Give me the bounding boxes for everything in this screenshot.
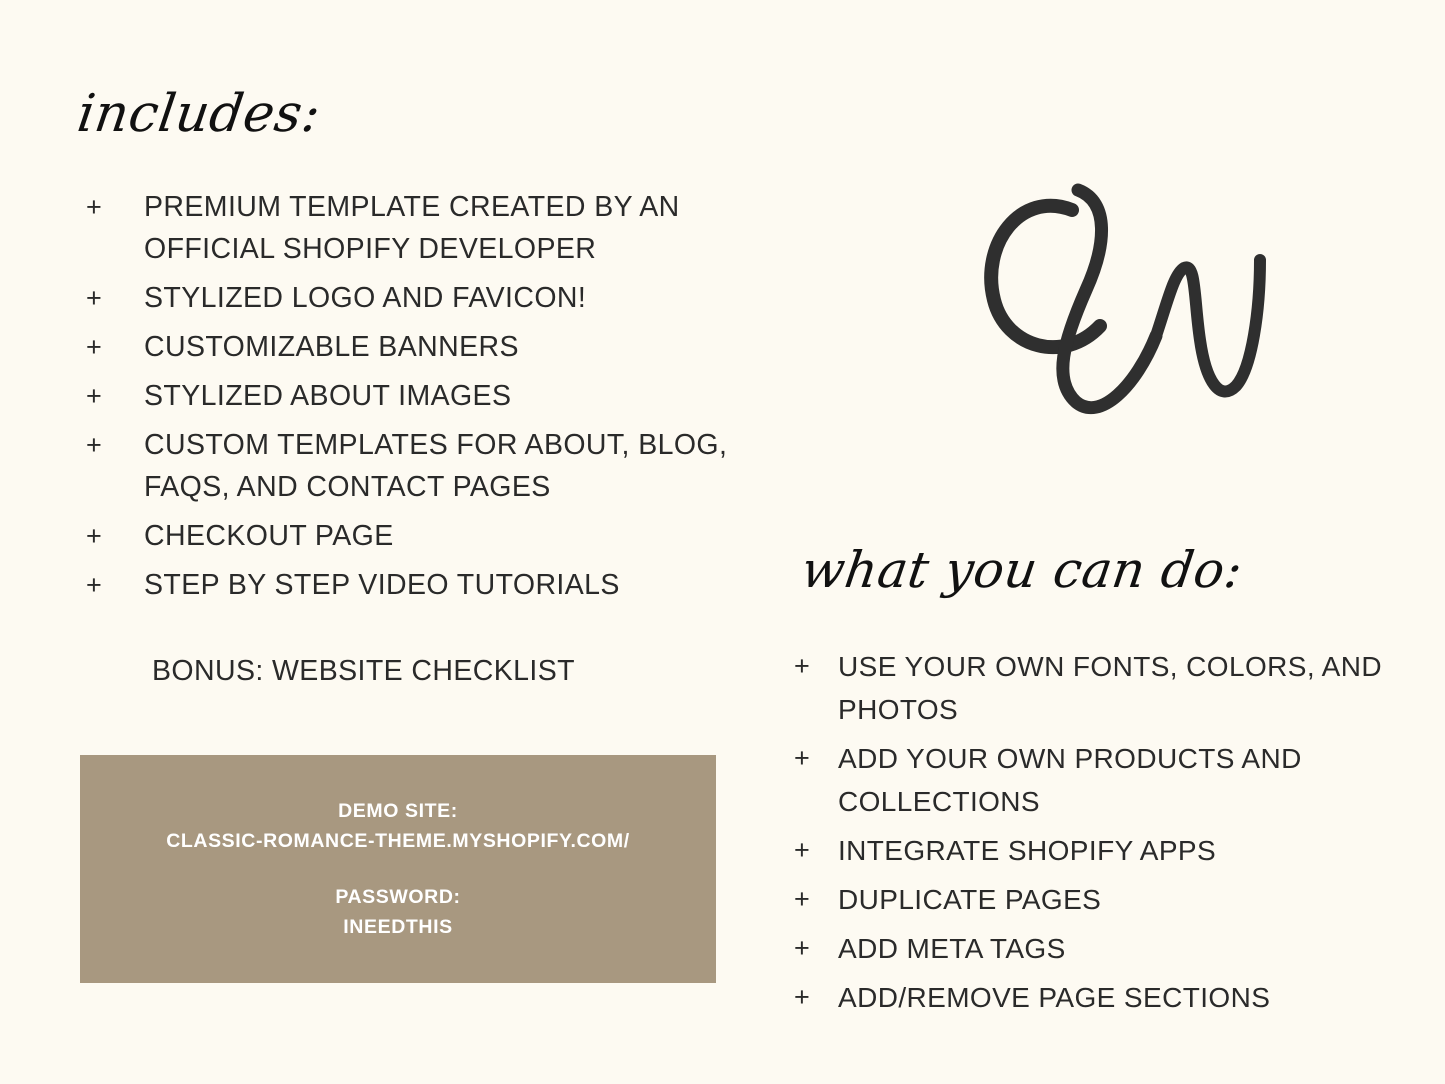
list-item [78,424,768,508]
plus-icon: + [794,835,810,865]
includes-heading: includes: [73,84,325,144]
plus-icon: + [794,933,810,963]
plus-icon: + [86,430,102,460]
what-you-can-do-heading: what you can do: [797,541,1247,599]
includes-list [78,186,768,606]
list-item-label: ADD/REMOVE PAGE SECTIONS [838,982,1271,1013]
list-item-label: INTEGRATE SHOPIFY APPS [838,835,1217,866]
list-item [78,277,768,319]
list-item-label: ADD YOUR OWN PRODUCTS AND COLLECTIONS [838,743,1302,817]
plus-icon: + [86,521,102,551]
plus-icon: + [794,743,810,773]
list-item-label: STYLIZED LOGO AND FAVICON! [144,282,587,314]
list-item [78,375,768,417]
list-item-label: ADD META TAGS [838,933,1066,964]
plus-icon: + [794,982,810,1012]
list-item-label: CUSTOM TEMPLATES FOR ABOUT, BLOG, FAQS, AND CONTACT PAGES [144,429,728,503]
list-item-label: CHECKOUT PAGE [144,520,394,552]
password-label: PASSWORD: [335,886,461,908]
list-item [790,737,1410,823]
plus-icon: + [86,283,102,313]
list-item [78,186,768,270]
what-you-can-do-section [790,541,1410,1025]
plus-icon: + [86,570,102,600]
list-item-label: DUPLICATE PAGES [838,884,1102,915]
plus-icon: + [86,192,102,222]
includes-section [73,84,768,692]
plus-icon: + [86,381,102,411]
list-item [790,927,1410,970]
list-item [790,878,1410,921]
list-item-label: PREMIUM TEMPLATE CREATED BY AN OFFICIAL SHOPIFY DEVELOPER [144,191,680,265]
list-item-label: STEP BY STEP VIDEO TUTORIALS [144,569,620,601]
capabilities-list [790,645,1410,1019]
demo-site-label: DEMO SITE: [338,800,458,822]
password-value: INEEDTHIS [343,916,453,938]
list-item-label: USE YOUR OWN FONTS, COLORS, AND PHOTOS [838,651,1382,725]
plus-icon: + [794,651,810,681]
plus-icon: + [86,332,102,362]
list-item-label: STYLIZED ABOUT IMAGES [144,380,512,412]
demo-site-box [80,755,716,983]
list-item [790,829,1410,872]
list-item [78,326,768,368]
cw-monogram-logo [960,150,1280,440]
list-item [790,645,1410,731]
list-item [790,976,1410,1019]
list-item [78,564,768,606]
plus-icon: + [794,884,810,914]
list-item [78,515,768,557]
list-item-label: CUSTOMIZABLE BANNERS [144,331,519,363]
bonus-text: BONUS: WEBSITE CHECKLIST [152,655,575,687]
demo-site-url[interactable]: CLASSIC-ROMANCE-THEME.MYSHOPIFY.COM/ [166,830,630,852]
